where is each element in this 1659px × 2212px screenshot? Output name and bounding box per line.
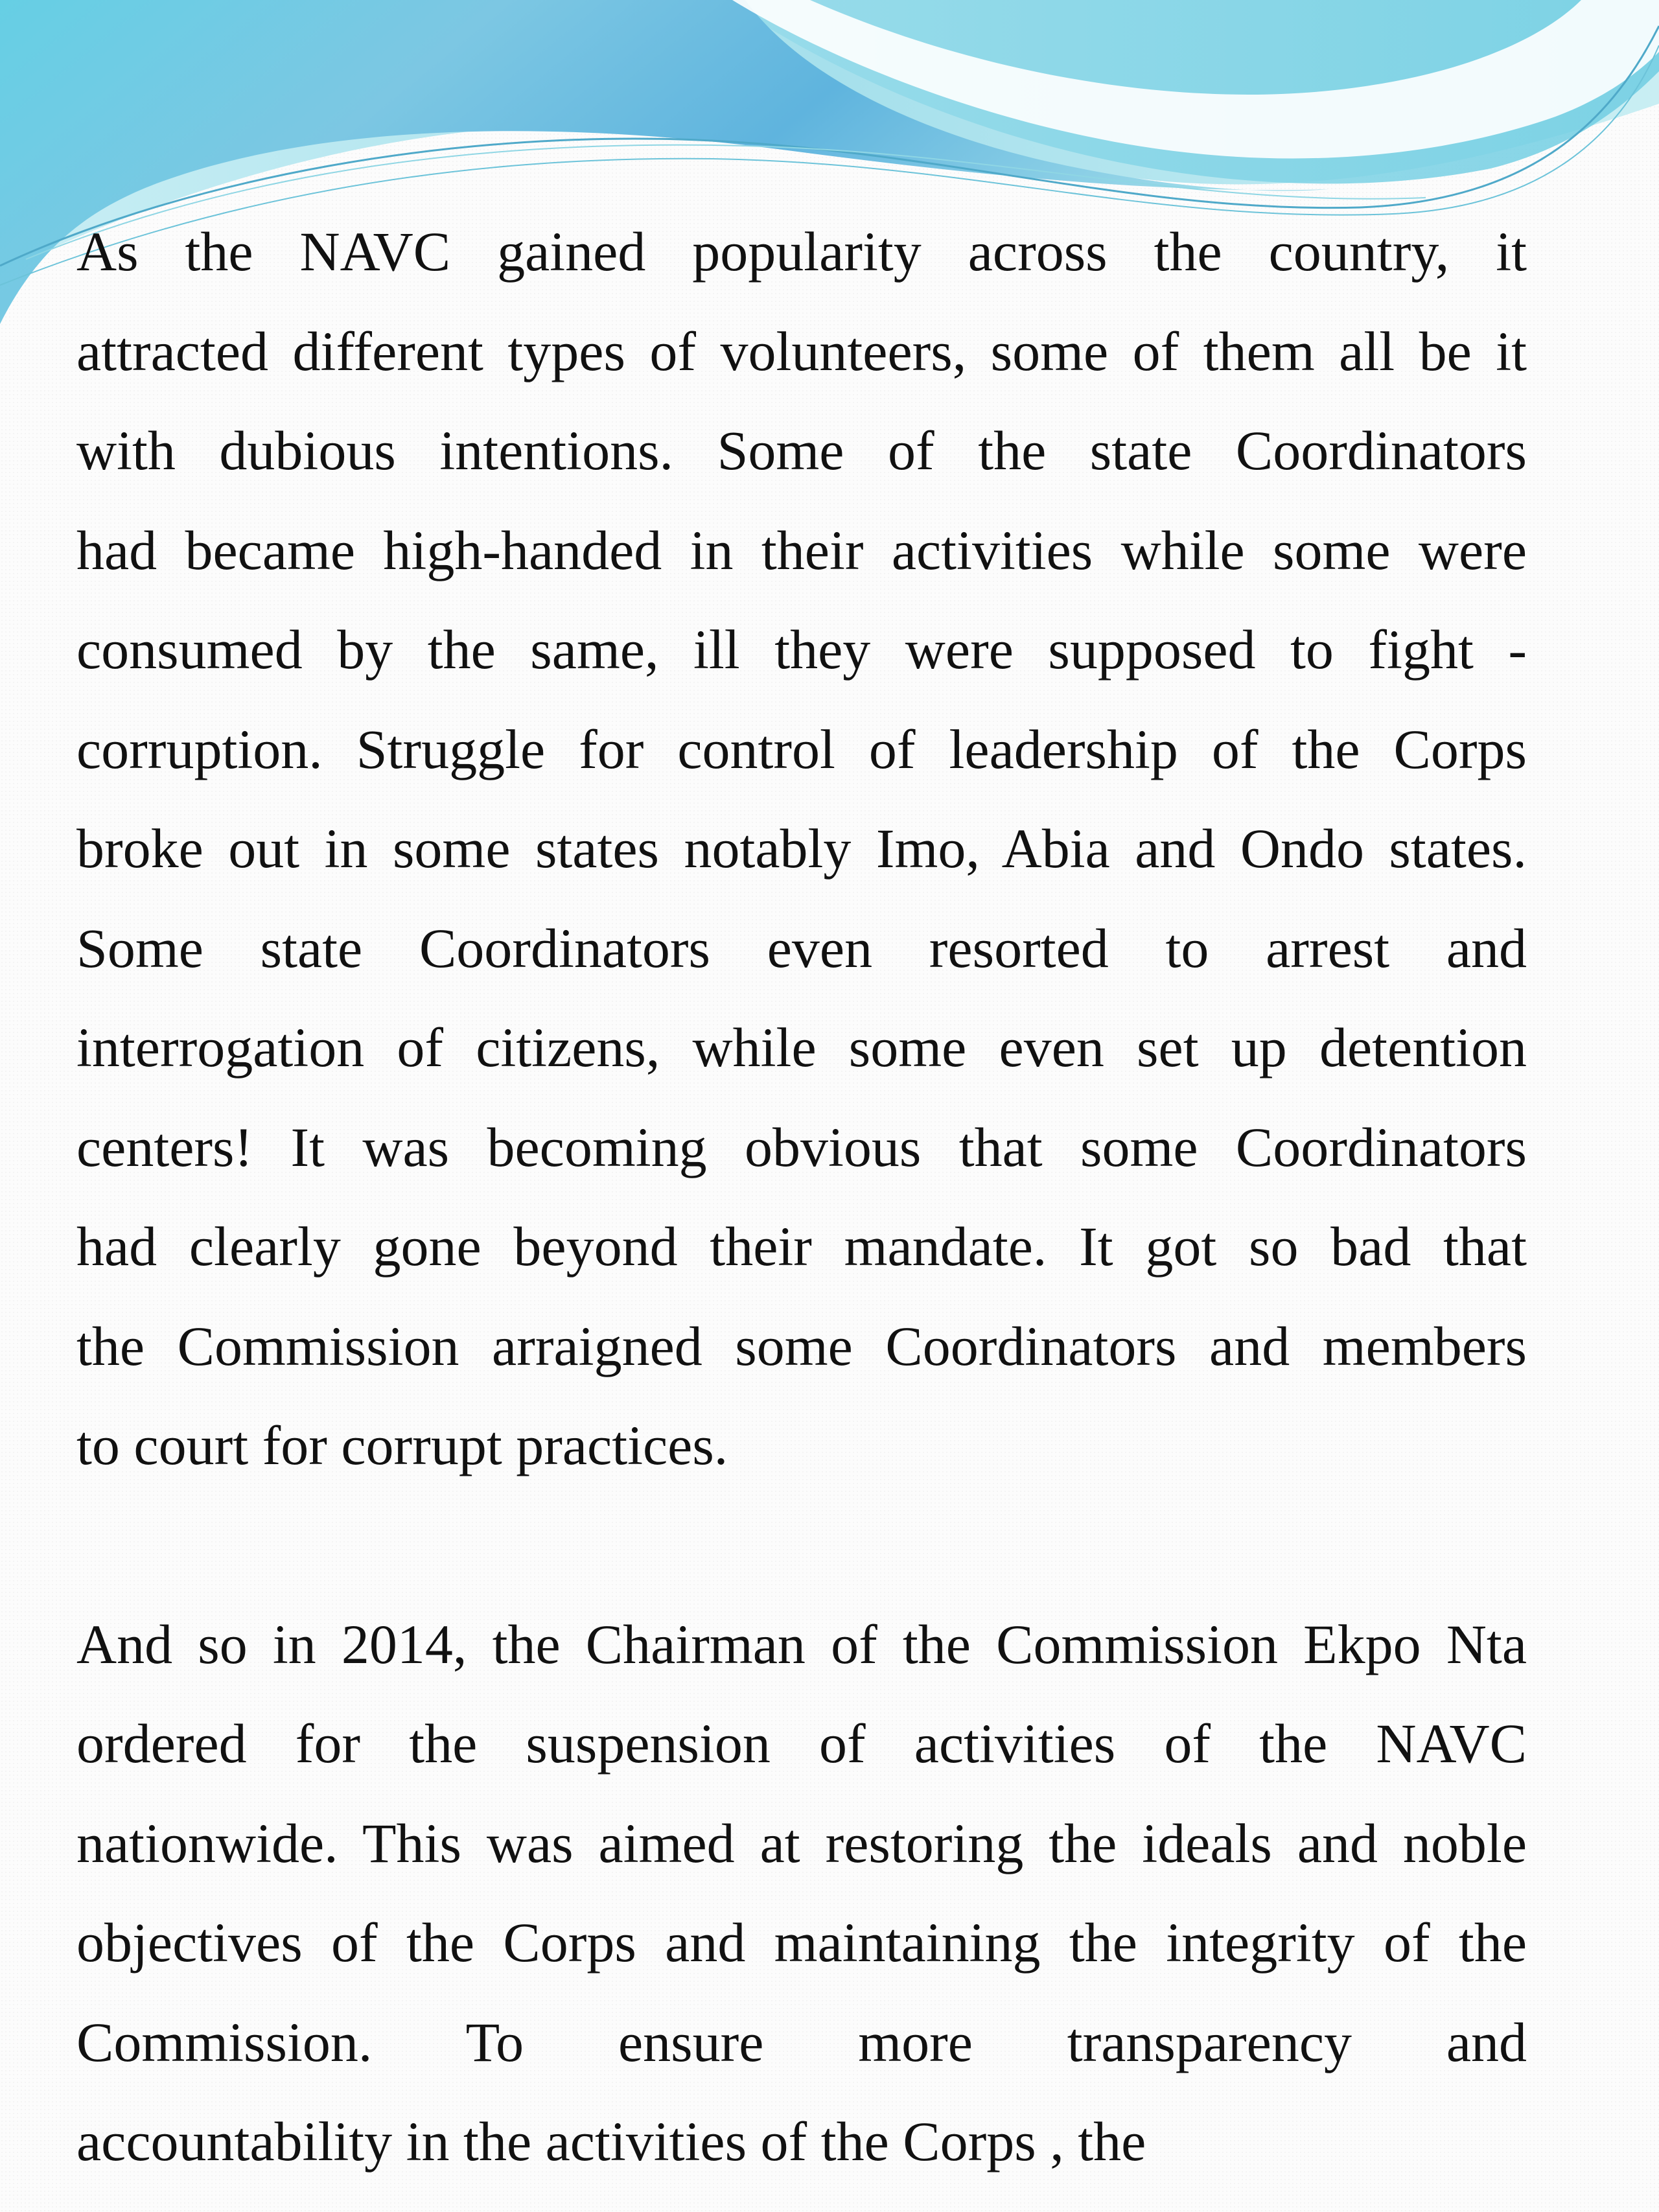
text-line: corruption. Struggle for control of leadership of the Corps xyxy=(76,717,1527,780)
text-line: interrogation of citizens, while some even set up detention xyxy=(76,1016,1527,1078)
text-line: As the NAVC gained popularity across the country, it xyxy=(76,220,1527,283)
text-line: accountability in the activities of the Corps , the xyxy=(76,2110,1146,2172)
paragraph-1 xyxy=(76,202,1527,1496)
text-line: to court for corrupt practices. xyxy=(76,1414,728,1476)
text-line: the Commission arraigned some Coordinators and members xyxy=(76,1314,1527,1377)
text-line: ordered for the suspension of activities of the NAVC xyxy=(76,1712,1527,1775)
text-line: had became high-handed in their activities while some were xyxy=(76,518,1527,581)
text-line: attracted different types of volunteers, some of them all be it xyxy=(76,320,1527,382)
text-line: centers! It was becoming obvious that some Coordinators xyxy=(76,1115,1527,1178)
text-line: consumed by the same, ill they were supposed to fight - xyxy=(76,618,1527,681)
text-line: nationwide. This was aimed at restoring the ideals and noble xyxy=(76,1811,1527,1874)
text-line: with dubious intentions. Some of the state Coordinators xyxy=(76,419,1527,482)
text-line: Some state Coordinators even resorted to arrest and xyxy=(76,916,1527,979)
text-line: objectives of the Corps and maintaining the integrity of the xyxy=(76,1911,1527,1973)
text-line: broke out in some states notably Imo, Abia and Ondo states. xyxy=(76,817,1527,879)
document-body xyxy=(76,202,1527,2192)
text-line: had clearly gone beyond their mandate. It got so bad that xyxy=(76,1215,1527,1277)
text-line: Commission. To ensure more transparency and xyxy=(76,2010,1527,2073)
text-line: And so in 2014, the Chairman of the Commission Ekpo Nta xyxy=(76,1612,1527,1675)
paragraph-2 xyxy=(76,1595,1527,2192)
